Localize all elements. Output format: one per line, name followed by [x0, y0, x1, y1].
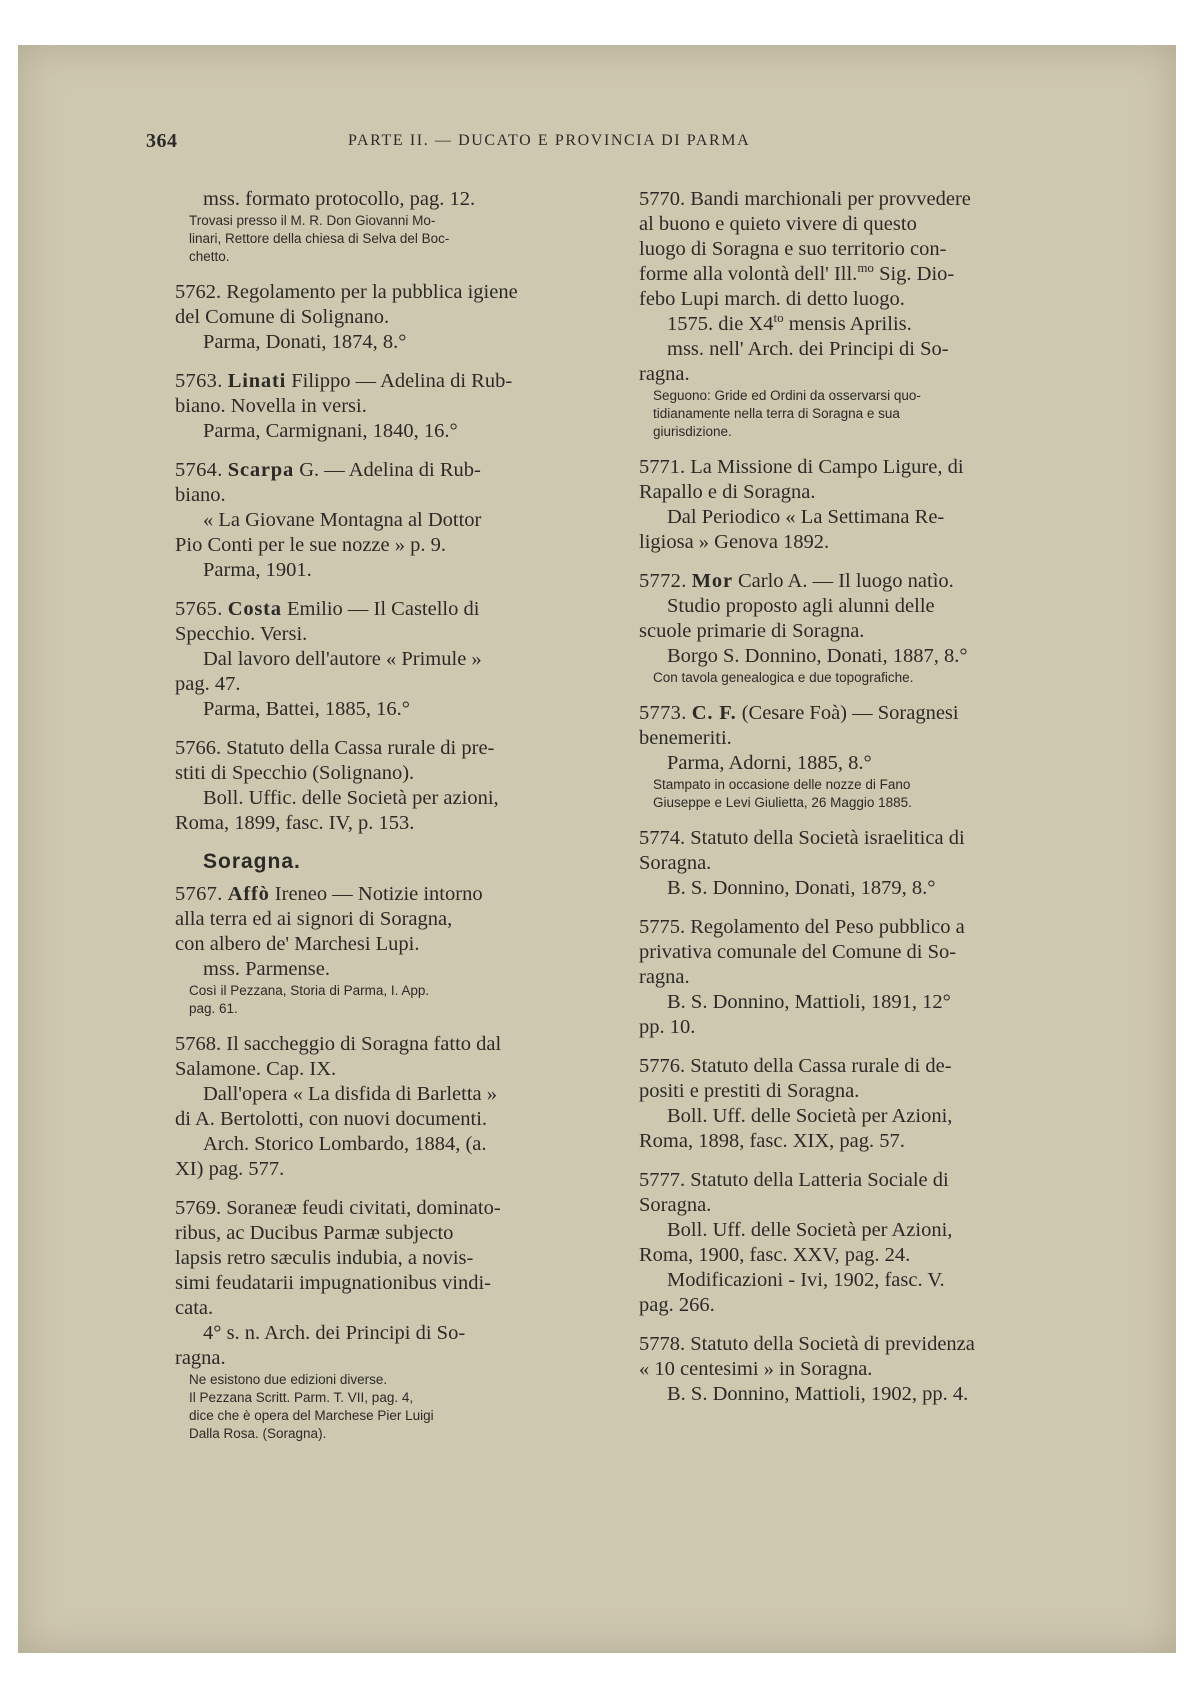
- entry-title: Carlo A. — Il luogo natìo.: [737, 570, 954, 592]
- superscript: mo: [857, 260, 874, 276]
- entry-5769: [175, 1196, 615, 1443]
- entry-5770: [639, 187, 1081, 441]
- entry-line: biano. Novella in versi.: [175, 395, 367, 417]
- entry-note: [175, 1371, 615, 1443]
- entry-line: simi feudatarii impugnationibus vindi-: [175, 1272, 491, 1294]
- entry-line: Boll. Uffic. delle Società per azioni,: [203, 787, 499, 809]
- entry-line: ragna.: [175, 1347, 226, 1369]
- entry-line: mss. nell' Arch. dei Principi di So-: [667, 338, 949, 360]
- entry-5777: [639, 1168, 1081, 1318]
- entry-5766: [175, 736, 615, 836]
- entry-line: lapsis retro sæculis indubia, a novis-: [175, 1247, 474, 1269]
- entry-5775: [639, 915, 1081, 1040]
- entry-line: 5770. Bandi marchionali per provvedere: [639, 188, 971, 210]
- entry-5762: [175, 280, 615, 355]
- entry-line: pag. 266.: [639, 1294, 715, 1316]
- running-head: PARTE II. — DUCATO E PROVINCIA DI PARMA: [348, 132, 751, 149]
- entry-line: Specchio. Versi.: [175, 623, 308, 645]
- entry-5768: [175, 1032, 615, 1182]
- entry-line: Pio Conti per le sue nozze » p. 9.: [175, 534, 447, 556]
- section-heading: Soragna.: [203, 850, 301, 873]
- entry-line: B. S. Donnino, Mattioli, 1902, pp. 4.: [667, 1383, 969, 1405]
- entry-note: [175, 212, 615, 266]
- entry-5774: [639, 826, 1081, 901]
- entry-line: Parma, Donati, 1874, 8.°: [203, 331, 407, 353]
- entry-note: [639, 669, 1081, 687]
- entry-line: Arch. Storico Lombardo, 1884, (a.: [203, 1133, 487, 1155]
- entry-line: Soragna.: [639, 852, 712, 874]
- note-line: dice che è opera del Marchese Pier Luigi: [189, 1408, 434, 1423]
- entry-5767: [175, 882, 615, 1018]
- entry-line: Dal lavoro dell'autore « Primule »: [203, 648, 482, 670]
- entry-title: Filippo — Adelina di Rub-: [291, 370, 513, 392]
- note-line: pag. 61.: [189, 1001, 238, 1016]
- entry-5771: [639, 455, 1081, 555]
- note-line: giurisdizione.: [653, 424, 732, 439]
- entry-line: Parma, 1901.: [203, 559, 312, 581]
- note-line: Giuseppe e Levi Giulietta, 26 Maggio 1885.: [653, 795, 912, 810]
- entry-line: ragna.: [639, 966, 690, 988]
- note-line: tidianamente nella terra di Soragna e sua: [653, 406, 900, 421]
- entry-author: Scarpa: [227, 459, 295, 481]
- entry-number: 5773.: [639, 702, 687, 724]
- note-line: Trovasi presso il M. R. Don Giovanni Mo-: [189, 213, 436, 228]
- entry-note: [175, 982, 615, 1018]
- entry-5776: [639, 1054, 1081, 1154]
- entry-line: Boll. Uff. delle Società per Azioni,: [667, 1219, 953, 1241]
- entry-line: Roma, 1899, fasc. IV, p. 153.: [175, 812, 415, 834]
- entry-title: G. — Adelina di Rub-: [299, 459, 481, 481]
- entry-line: 5768. Il saccheggio di Soragna fatto dal: [175, 1033, 502, 1055]
- note-line: Stampato in occasione delle nozze di Fano: [653, 777, 911, 792]
- entry-title: Ireneo — Notizie intorno: [274, 883, 483, 905]
- entry-5763: [175, 369, 615, 444]
- entry-author: Mor: [691, 570, 733, 592]
- right-column: [639, 187, 1081, 1421]
- entry-title: Emilio — Il Castello di: [286, 598, 480, 620]
- entry-line: Roma, 1898, fasc. XIX, pag. 57.: [639, 1130, 905, 1152]
- note-line: Così il Pezzana, Storia di Parma, I. App.: [189, 983, 430, 998]
- entry-line: Salamone. Cap. IX.: [175, 1058, 337, 1080]
- entry-line: 5776. Statuto della Cassa rurale di de-: [639, 1055, 952, 1077]
- entry-line: di A. Bertolotti, con nuovi documenti.: [175, 1108, 488, 1130]
- entry-line: 5769. Soraneæ feudi civitati, dominato-: [175, 1197, 501, 1219]
- entry-title: (Cesare Foà) — Soragnesi: [741, 702, 959, 724]
- entry-5765: [175, 597, 615, 722]
- entry-line: Dall'opera « La disfida di Barletta »: [203, 1083, 498, 1105]
- entry-line: Parma, Carmignani, 1840, 16.°: [203, 420, 458, 442]
- entry-5773: [639, 701, 1081, 812]
- line-part: 1575. die X4: [667, 313, 774, 335]
- note-line: Ne esistono due edizioni diverse.: [189, 1372, 388, 1387]
- entry-author: Linati: [227, 370, 287, 392]
- entry-line: [175, 882, 615, 907]
- entry-line: pp. 10.: [639, 1016, 696, 1038]
- entry-line: [639, 262, 1081, 287]
- entry-5772: [639, 569, 1081, 687]
- entry-line: mss. Parmense.: [203, 958, 330, 980]
- entry-line: pag. 47.: [175, 673, 241, 695]
- entry-line: Soragna.: [639, 1194, 712, 1216]
- entry-line: luogo di Soragna e suo territorio con-: [639, 238, 947, 260]
- entry-line: « 10 centesimi » in Soragna.: [639, 1358, 873, 1380]
- entry-line: ragna.: [639, 363, 690, 385]
- entry-line: 5762. Regolamento per la pubblica igiene: [175, 281, 518, 303]
- entry-line: ribus, ac Ducibus Parmæ subjecto: [175, 1222, 454, 1244]
- entry-line: Rapallo e di Soragna.: [639, 481, 816, 503]
- entry-line: Modificazioni - Ivi, 1902, fasc. V.: [667, 1269, 945, 1291]
- entry-line: Dal Periodico « La Settimana Re-: [667, 506, 945, 528]
- note-line: Dalla Rosa. (Soragna).: [189, 1426, 327, 1441]
- entry-5778: [639, 1332, 1081, 1407]
- entry-line: 4° s. n. Arch. dei Principi di So-: [203, 1322, 466, 1344]
- entry-line: del Comune di Solignano.: [175, 306, 390, 328]
- entry-line: Parma, Adorni, 1885, 8.°: [667, 752, 872, 774]
- entry-line: benemeriti.: [639, 727, 732, 749]
- entry-line: 5775. Regolamento del Peso pubblico a: [639, 916, 965, 938]
- note-line: Il Pezzana Scritt. Parm. T. VII, pag. 4,: [189, 1390, 414, 1405]
- entry-line: privativa comunale del Comune di So-: [639, 941, 957, 963]
- entry-line: stiti di Specchio (Solignano).: [175, 762, 415, 784]
- entry-line: Borgo S. Donnino, Donati, 1887, 8.°: [667, 645, 968, 667]
- note-line: linari, Rettore della chiesa di Selva del Boc-: [189, 231, 450, 246]
- note-line: chetto.: [189, 249, 230, 264]
- entry-line: B. S. Donnino, Mattioli, 1891, 12°: [667, 991, 951, 1013]
- entry-line: scuole primarie di Soragna.: [639, 620, 865, 642]
- entry-line: Studio proposto agli alunni delle: [667, 595, 935, 617]
- entry-line: Parma, Battei, 1885, 16.°: [203, 698, 410, 720]
- entry-number: 5767.: [175, 883, 223, 905]
- entry-line: XI) pag. 577.: [175, 1158, 285, 1180]
- entry-note: [639, 776, 1081, 812]
- entry-5764: [175, 458, 615, 583]
- entry-number: 5772.: [639, 570, 687, 592]
- entry-number: 5765.: [175, 598, 223, 620]
- entry-line: [639, 701, 1081, 726]
- entry-line: [175, 597, 615, 622]
- entry-author: Costa: [227, 598, 282, 620]
- entry-line: cata.: [175, 1297, 214, 1319]
- entry-line: B. S. Donnino, Donati, 1879, 8.°: [667, 877, 936, 899]
- line-part: forme alla volontà dell' Ill.: [639, 263, 858, 285]
- entry-line: Roma, 1900, fasc. XXV, pag. 24.: [639, 1244, 911, 1266]
- entry-line: [639, 312, 1081, 337]
- entry-number: 5763.: [175, 370, 223, 392]
- entry-line: positi e prestiti di Soragna.: [639, 1080, 860, 1102]
- entry-line: ligiosa » Genova 1892.: [639, 531, 830, 553]
- entry-author: C. F.: [691, 702, 737, 724]
- entry-line: Boll. Uff. delle Società per Azioni,: [667, 1105, 953, 1127]
- line-part: Sig. Dio-: [873, 263, 955, 285]
- entry-number: 5764.: [175, 459, 223, 481]
- entry-line: 5771. La Missione di Campo Ligure, di: [639, 456, 964, 478]
- entry-note: [639, 387, 1081, 441]
- entry-line: 5778. Statuto della Società di previdenza: [639, 1333, 975, 1355]
- note-line: Con tavola genealogica e due topografiche.: [653, 670, 914, 685]
- entry-line: [175, 369, 615, 394]
- entry-line: febo Lupi march. di detto luogo.: [639, 288, 905, 310]
- entry-line: 5766. Statuto della Cassa rurale di pre-: [175, 737, 495, 759]
- page-number: 364: [146, 130, 178, 152]
- entry-author: Affò: [227, 883, 270, 905]
- line-part: mensis Aprilis.: [783, 313, 912, 335]
- entry-line: [175, 458, 615, 483]
- book-page: [18, 45, 1176, 1653]
- entry-line: 5777. Statuto della Latteria Sociale di: [639, 1169, 949, 1191]
- entry-line: alla terra ed ai signori di Soragna,: [175, 908, 453, 930]
- entry-line: con albero de' Marchesi Lupi.: [175, 933, 420, 955]
- entry-line: [639, 569, 1081, 594]
- entry-line: al buono e quieto vivere di questo: [639, 213, 917, 235]
- entry-intro: [175, 187, 615, 266]
- entry-line: biano.: [175, 484, 226, 506]
- page-header: [18, 130, 1176, 160]
- superscript: to: [773, 310, 784, 326]
- note-line: Seguono: Gride ed Ordini da osservarsi quo-: [653, 388, 921, 403]
- entry-line: « La Giovane Montagna al Dottor: [203, 509, 482, 531]
- entry-line: 5774. Statuto della Società israelitica di: [639, 827, 965, 849]
- left-column: [175, 187, 615, 1457]
- entry-line: mss. formato protocollo, pag. 12.: [203, 188, 476, 210]
